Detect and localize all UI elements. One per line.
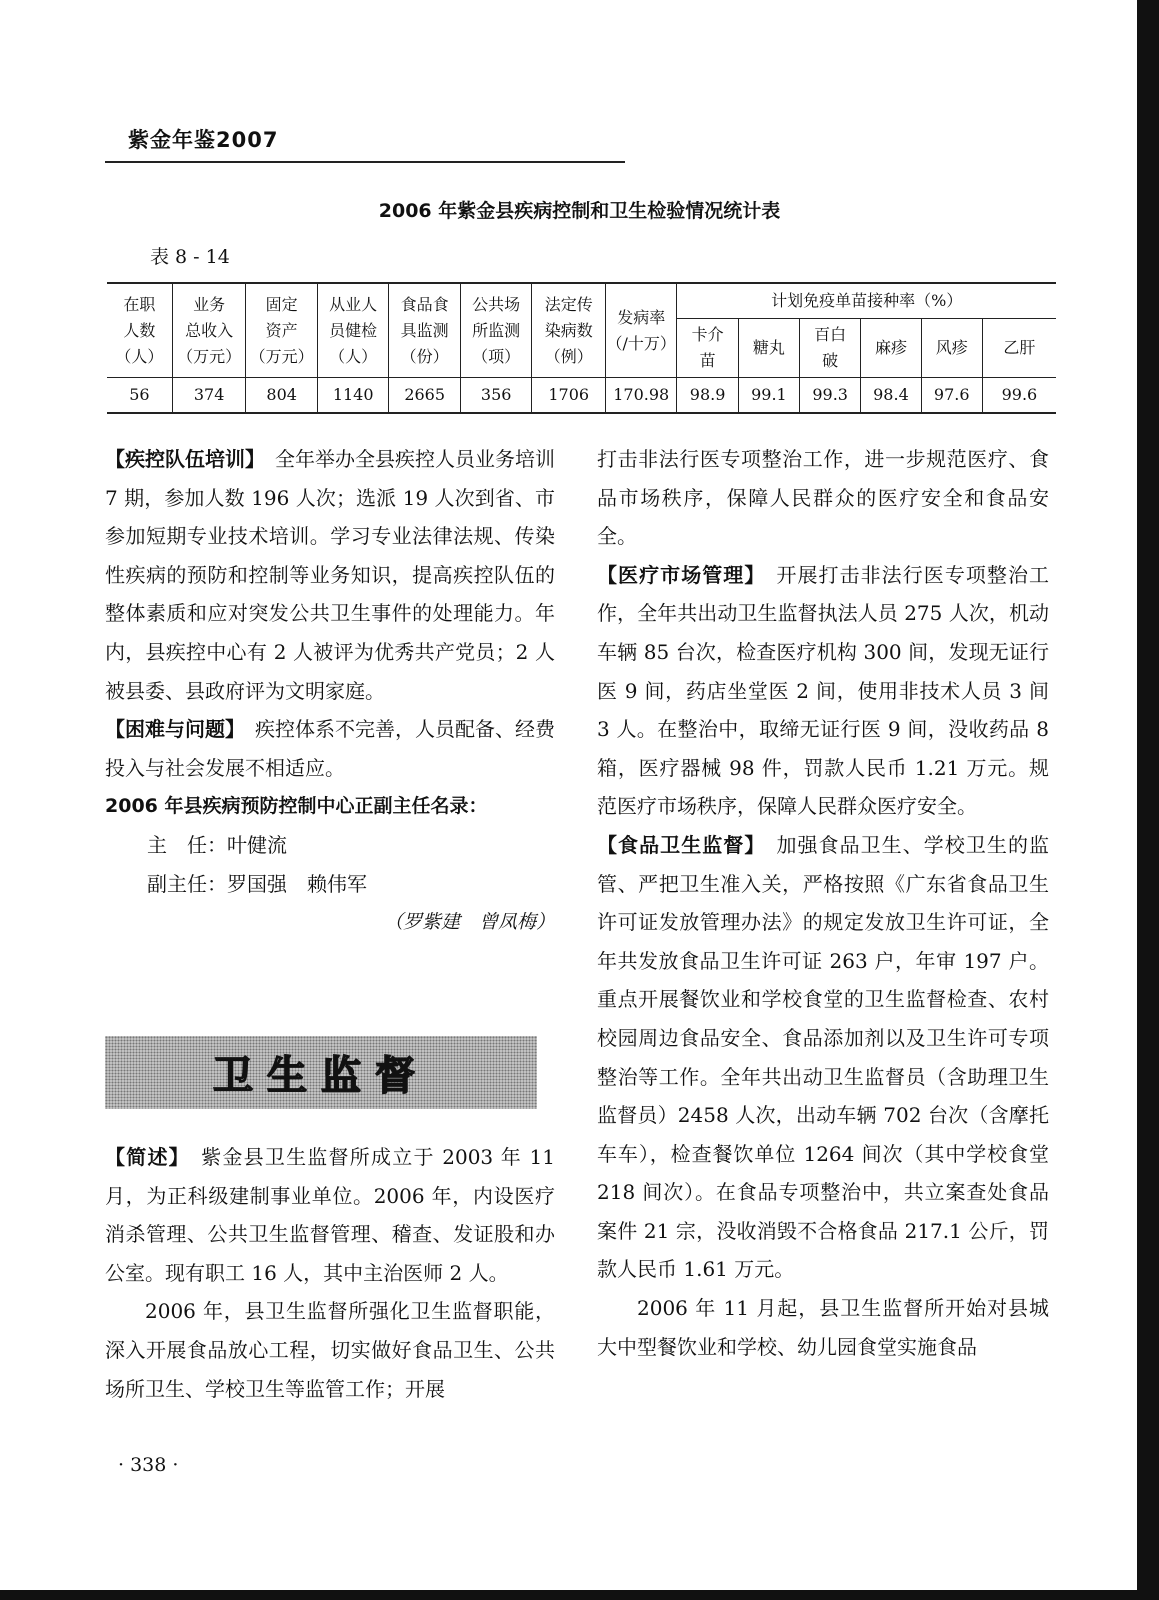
paragraph-difficulties: 【困难与问题】 疾控体系不完善，人员配备、经费投入与社会发展不相适应。: [105, 717, 555, 780]
scan-border-bottom: [0, 1590, 1159, 1600]
vice-director-entry: 副主任：罗国强 赖伟军: [147, 871, 367, 896]
table-cell: 374: [172, 378, 246, 414]
header-infectious-cases: 法定传 染病数 （例）: [532, 283, 606, 378]
directors-list-title: 2006 年县疾病预防控制中心正副主任名录：: [105, 795, 488, 818]
table-cell: 99.6: [982, 378, 1056, 414]
header-food-monitoring: 食品食 具监测 （份）: [389, 283, 461, 378]
header-bcg: 卡介 苗: [677, 319, 738, 378]
paragraph-food-hygiene: 【食品卫生监督】 加强食品卫生、学校卫生的监管、严把卫生准入关，严格按照《广东省食品卫生许可证发放管理办法》的规定发放卫生许可证，全年共发放食品卫生许可证 263 户，年审 197 户。重点开展餐饮业和学校食堂的卫生监督检查、农村校园周边食品安全、食品添加剂以及卫生许可专项整治等工作。全年共出动卫生监督员（含助理卫生监督员）2458 人次，出动车辆 702 台次（含摩托车车），检查餐饮单位 1264 间次（其中学校食堂 218 间次）。在食品专项整治中，共立案查处食品案件 21 宗，没收消毁不合格食品 217.1 公斤，罚款人民币 1.61 万元。: [597, 832, 1050, 1282]
header-rule: [105, 161, 625, 163]
table-cell: 170.98: [605, 378, 677, 414]
header-income: 业务 总收入 （万元）: [172, 283, 246, 378]
header-incidence-rate: 发病率 （/十万）: [605, 283, 677, 378]
section-banner: [105, 1036, 537, 1109]
statistics-table: [107, 282, 1056, 414]
header-public-places: 公共场 所监测 （项）: [460, 283, 532, 378]
table-cell: 356: [460, 378, 532, 414]
paragraph-cdc-training: 【疾控队伍培训】 全年举办全县疾控人员业务培训 7 期，参加人数 196 人次；选派 19 人次到省、市参加短期专业技术培训。学习专业法律法规、传染性疾病的预防和控制等业务知识，提高疾控队伍的整体素质和应对突发公共卫生事件的处理能力。年内，县疾控中心有 2 人被评为优秀共产党员；2 人被县委、县政府评为文明家庭。: [105, 447, 555, 703]
header-hepatitis-b: 乙肝: [982, 319, 1056, 378]
table-cell: 2665: [389, 378, 461, 414]
header-polio: 糖丸: [738, 319, 799, 378]
table-cell: 98.9: [677, 378, 738, 414]
header-staff: 在职 人数 （人）: [107, 283, 172, 378]
paragraph-continued: 打击非法行医专项整治工作，进一步规范医疗、食品市场秩序，保障人民群众的医疗安全和食品安全。: [597, 447, 1049, 549]
paragraph-overview: 【简述】 紫金县卫生监督所成立于 2003 年 11 月，为正科级建制事业单位。2006 年，内设医疗消杀管理、公共卫生监督管理、稽查、发证股和办公室。现有职工 16 人，其中主治医师 2 人。: [105, 1145, 556, 1285]
left-column-lower: [105, 1138, 555, 1408]
author-credit: （罗紫建 曾凤梅）: [383, 911, 555, 934]
table-cell: 99.3: [800, 378, 861, 414]
table-cell: 98.4: [861, 378, 921, 414]
table-cell: 56: [107, 378, 172, 414]
table-number: 表 8 - 14: [150, 246, 230, 268]
paragraph-2006-summary: 2006 年，县卫生监督所强化卫生监督职能，深入开展食品放心工程，切实做好食品卫生、公共场所卫生、学校卫生等监管工作；开展: [105, 1299, 555, 1401]
section-title: 卫生监督: [213, 1053, 429, 1099]
page-number: · 338 ·: [118, 1454, 179, 1476]
left-column-upper: [105, 440, 555, 942]
table-cell: 99.1: [738, 378, 799, 414]
header-measles: 麻疹: [861, 319, 921, 378]
table-cell: 97.6: [921, 378, 982, 414]
paragraph-medical-market: 【医疗市场管理】 开展打击非法行医专项整治工作，全年共出动卫生监督执法人员 275 人次，机动车辆 85 台次，检查医疗机构 300 间，发现无证行医 9 间，药店坐堂医 2 间，使用非技术人员 3 间 3 人。在整治中，取缔无证行医 9 间，没收药品 8 箱，医疗器械 98 件，罚款人民币 1.21 万元。规范医疗市场秩序，保障人民群众医疗安全。: [597, 562, 1050, 819]
paragraph-november-2006: 2006 年 11 月起，县卫生监督所开始对县城大中型餐饮业和学校、幼儿园食堂实施食品: [597, 1296, 1049, 1359]
table-cell: 1706: [532, 378, 606, 414]
table-cell: 1140: [317, 378, 389, 414]
header-rubella: 风疹: [921, 319, 982, 378]
director-entry: 主 任：叶健流: [147, 832, 287, 857]
header-vaccination-group: 计划免疫单苗接种率（%）: [677, 283, 1056, 319]
header-health-checks: 从业人 员健检 （人）: [317, 283, 389, 378]
running-head: 紫金年鉴2007: [128, 128, 279, 152]
scan-border-right: [1137, 0, 1159, 1600]
right-column: [597, 440, 1049, 1366]
header-assets: 固定 资产 （万元）: [246, 283, 318, 378]
table-cell: 804: [246, 378, 318, 414]
table-title: 2006 年紫金县疾病控制和卫生检验情况统计表: [378, 200, 781, 222]
header-dpt: 百白 破: [800, 319, 861, 378]
